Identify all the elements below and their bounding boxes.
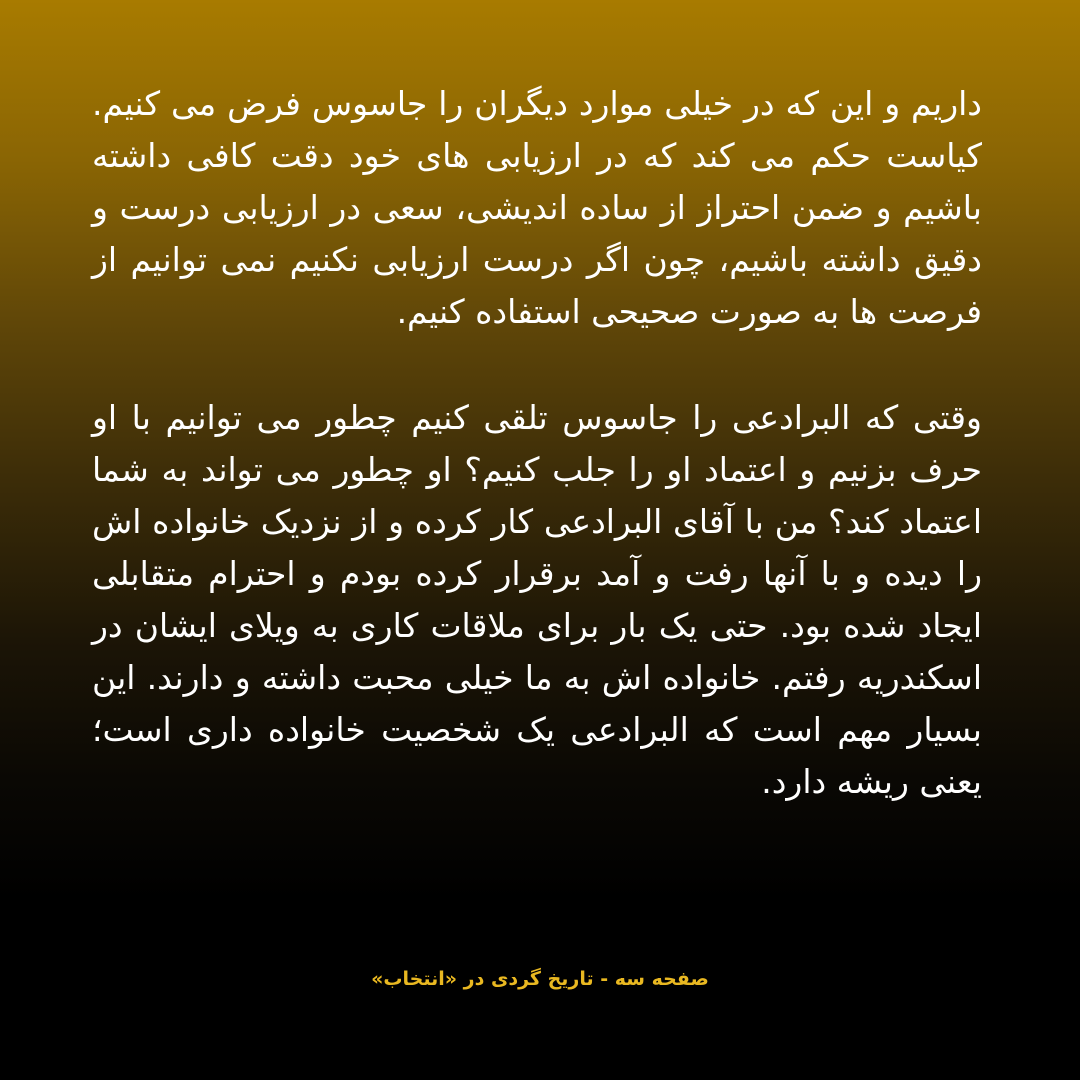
article-body xyxy=(92,78,982,808)
paragraph-1: داریم و این که در خیلی موارد دیگران را جاسوس فرض می کنیم. کیاست حکم می کند که در ارزیابی های خود دقت کافی داشته باشیم و ضمن احتراز از ساده اندیشی، سعی در ارزیابی درست و دقیق داشته باشیم، چون اگر درست ارزیابی نکنیم نمی توانیم از فرصت ها به صورت صحیحی استفاده کنیم. xyxy=(92,84,982,331)
page-caption: صفحه سه - تاریخ گردی در «انتخاب» xyxy=(371,968,709,990)
paragraph-2: وقتی که البرادعی را جاسوس تلقی کنیم چطور می توانیم با او حرف بزنیم و اعتماد او را جلب کنیم؟ او چطور می تواند به شما اعتماد کند؟ من با آقای البرادعی کار کرده و از نزدیک خانواده اش را دیده و با آنها رفت و آمد برقرار کرده بودم و احترام متقابلی ایجاد شده بود. حتی یک بار برای ملاقات کاری به ویلای ایشان در اسکندریه رفتم. خانواده اش به ما خیلی محبت داشته و دارند. این بسیار مهم است که البرادعی یک شخصیت خانواده داری است؛ یعنی ریشه دارد. xyxy=(92,398,982,801)
